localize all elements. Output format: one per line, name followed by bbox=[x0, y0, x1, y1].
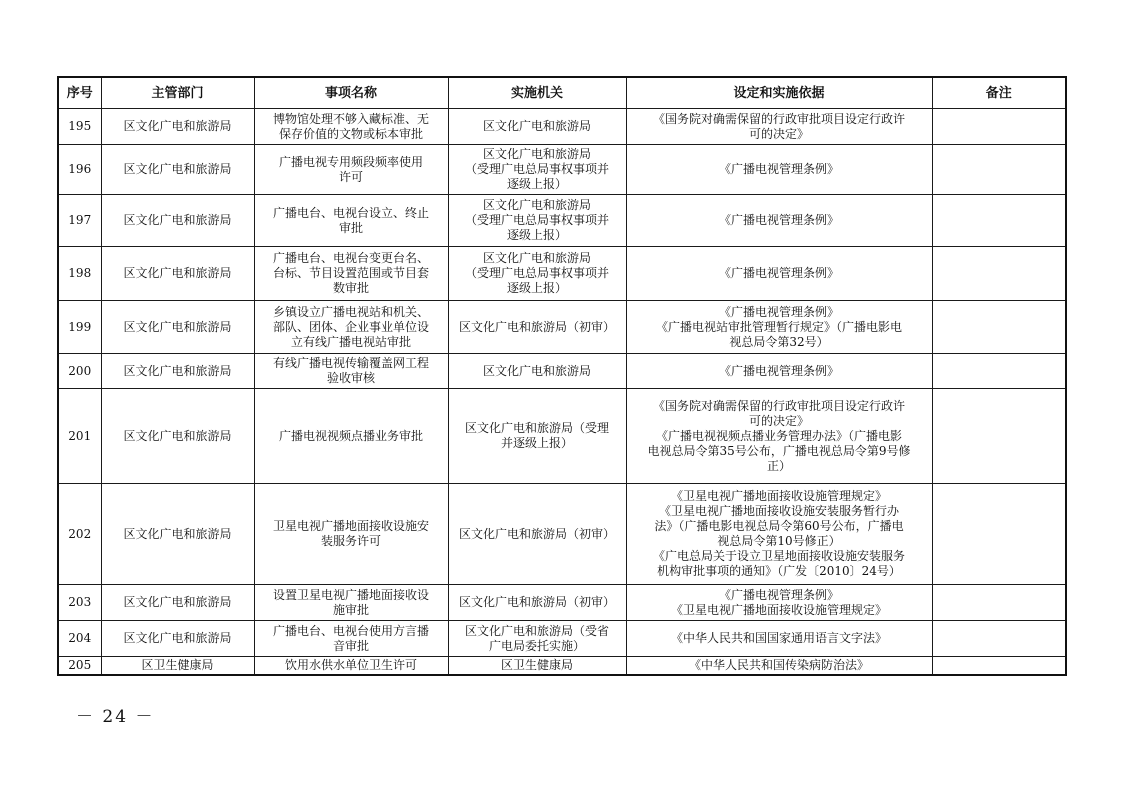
basis-cell bbox=[626, 301, 932, 354]
item-name-cell-text: 有线广播电视传输覆盖网工程 验收审核 bbox=[272, 356, 429, 385]
basis-cell-text: 《广播电视管理条例》 《卫星电视广播地面接收设施管理规定》 bbox=[670, 587, 887, 617]
serial-number-cell-text: 201 bbox=[68, 428, 92, 443]
remarks-cell bbox=[932, 354, 1066, 389]
item-name-cell bbox=[254, 621, 448, 657]
basis-cell bbox=[626, 109, 932, 145]
item-name-cell-text: 饮用水供水单位卫生许可 bbox=[284, 657, 417, 672]
serial-number-cell-text: 197 bbox=[68, 213, 92, 227]
serial-number-cell bbox=[58, 621, 101, 657]
agency-cell bbox=[448, 585, 626, 621]
basis-cell bbox=[626, 247, 932, 301]
basis-cell-text: 《国务院对确需保留的行政审批项目设定行政许 可的决定》 bbox=[652, 111, 905, 141]
item-name-cell bbox=[254, 109, 448, 145]
basis-cell-text: 《广播电视管理条例》 bbox=[718, 213, 839, 227]
serial-number-cell bbox=[58, 585, 101, 621]
serial-number-cell bbox=[58, 247, 101, 301]
serial-number-cell-text: 199 bbox=[68, 319, 92, 334]
department-cell bbox=[101, 247, 254, 301]
basis-cell bbox=[626, 585, 932, 621]
serial-number-cell-text: 205 bbox=[68, 657, 92, 672]
department-cell bbox=[101, 354, 254, 389]
agency-cell-text: 区文化广电和旅游局 （受理广电总局事权事项并 逐级上报） bbox=[464, 251, 609, 295]
serial-number-cell bbox=[58, 657, 101, 675]
department-cell-text: 区文化广电和旅游局 bbox=[123, 213, 232, 227]
header-remarks: 备注 bbox=[932, 77, 1066, 109]
agency-cell bbox=[448, 621, 626, 657]
serial-number-cell bbox=[58, 109, 101, 145]
item-name-cell bbox=[254, 195, 448, 247]
remarks-cell bbox=[932, 145, 1066, 195]
basis-cell-text: 《卫星电视广播地面接收设施管理规定》 《卫星电视广播地面接收设施安装服务暂行办 法》（广播电影电视总局令第60号公布，广播电 视总局令第10号修正） 《广电总局关于设立卫星地面接收设施安装服务 机构审批事项的通知》（广发〔2010〕24号） bbox=[652, 489, 905, 578]
header-department: 主管部门 bbox=[101, 77, 254, 109]
agency-cell bbox=[448, 484, 626, 585]
agency-cell-text: 区文化广电和旅游局（初审） bbox=[458, 595, 615, 609]
basis-cell-text: 《广播电视管理条例》 《广播电视站审批管理暂行规定》（广播电影电 视总局令第32号） bbox=[655, 304, 902, 349]
item-name-cell-text: 博物馆处理不够入藏标准、无 保存价值的文物或标本审批 bbox=[272, 111, 429, 141]
table-row bbox=[58, 484, 1066, 585]
agency-cell-text: 区文化广电和旅游局 （受理广电总局事权事项并 逐级上报） bbox=[464, 198, 609, 242]
table-row bbox=[58, 389, 1066, 484]
serial-number-cell-text: 195 bbox=[68, 119, 92, 133]
item-name-cell bbox=[254, 145, 448, 195]
item-name-cell bbox=[254, 354, 448, 389]
item-name-cell bbox=[254, 585, 448, 621]
basis-cell-text: 《广播电视管理条例》 bbox=[718, 363, 839, 378]
department-cell-text: 区文化广电和旅游局 bbox=[123, 631, 232, 645]
item-name-cell-text: 广播电台、电视台变更台名、 台标、节目设置范围或节目套 数审批 bbox=[272, 251, 429, 295]
item-name-cell-text: 广播电台、电视台设立、终止 审批 bbox=[272, 205, 429, 235]
serial-number-cell-text: 204 bbox=[68, 631, 92, 645]
serial-number-cell bbox=[58, 145, 101, 195]
serial-number-cell-text: 200 bbox=[68, 363, 92, 378]
department-cell bbox=[101, 389, 254, 484]
remarks-cell bbox=[932, 247, 1066, 301]
item-name-cell-text: 卫星电视广播地面接收设施安 装服务许可 bbox=[272, 519, 429, 548]
agency-cell bbox=[448, 389, 626, 484]
remarks-cell bbox=[932, 301, 1066, 354]
agency-cell bbox=[448, 657, 626, 675]
agency-cell-text: 区文化广电和旅游局 bbox=[482, 119, 591, 133]
basis-cell-text: 《中华人民共和国国家通用语言文字法》 bbox=[670, 631, 887, 645]
table-row bbox=[58, 657, 1066, 675]
department-cell-text: 区文化广电和旅游局 bbox=[123, 526, 232, 541]
department-cell bbox=[101, 195, 254, 247]
item-name-cell bbox=[254, 657, 448, 675]
item-name-cell-text: 广播电台、电视台使用方言播 音审批 bbox=[272, 623, 429, 653]
agency-cell-text: 区文化广电和旅游局（初审） bbox=[458, 526, 615, 541]
department-cell bbox=[101, 657, 254, 675]
basis-cell bbox=[626, 354, 932, 389]
department-cell bbox=[101, 109, 254, 145]
serial-number-cell-text: 203 bbox=[68, 595, 92, 609]
agency-cell-text: 区文化广电和旅游局 bbox=[482, 363, 591, 378]
header-item-name: 事项名称 bbox=[254, 77, 448, 109]
page-number: － 24 － bbox=[76, 707, 155, 727]
department-cell bbox=[101, 585, 254, 621]
department-cell bbox=[101, 145, 254, 195]
agency-cell bbox=[448, 109, 626, 145]
item-name-cell-text: 设置卫星电视广播地面接收设 施审批 bbox=[272, 587, 429, 617]
item-name-cell bbox=[254, 484, 448, 585]
department-cell-text: 区文化广电和旅游局 bbox=[123, 319, 232, 334]
department-cell-text: 区文化广电和旅游局 bbox=[123, 363, 232, 378]
table-header-row bbox=[58, 77, 1066, 109]
agency-cell-text: 区文化广电和旅游局（初审） bbox=[458, 319, 615, 334]
basis-cell bbox=[626, 621, 932, 657]
table-row bbox=[58, 145, 1066, 195]
department-cell bbox=[101, 301, 254, 354]
basis-cell-text: 《国务院对确需保留的行政审批项目设定行政许 可的决定》 《广播电视视频点播业务管理办法》（广播电影 电视总局令第35号公布，广播电视总局令第9号修 正） bbox=[647, 398, 911, 473]
serial-number-cell bbox=[58, 389, 101, 484]
approval-items-table bbox=[57, 76, 1067, 676]
basis-cell bbox=[626, 389, 932, 484]
agency-cell bbox=[448, 354, 626, 389]
department-cell-text: 区文化广电和旅游局 bbox=[123, 162, 232, 176]
basis-cell bbox=[626, 145, 932, 195]
table-row bbox=[58, 301, 1066, 354]
table-body bbox=[58, 109, 1066, 675]
item-name-cell bbox=[254, 389, 448, 484]
item-name-cell-text: 广播电视视频点播业务审批 bbox=[278, 428, 423, 443]
department-cell bbox=[101, 621, 254, 657]
basis-cell-text: 《广播电视管理条例》 bbox=[718, 266, 839, 280]
serial-number-cell bbox=[58, 354, 101, 389]
department-cell-text: 区文化广电和旅游局 bbox=[123, 266, 232, 280]
remarks-cell bbox=[932, 657, 1066, 675]
serial-number-cell-text: 202 bbox=[68, 526, 92, 541]
table-row bbox=[58, 585, 1066, 621]
department-cell-text: 区卫生健康局 bbox=[141, 657, 214, 672]
table-row bbox=[58, 109, 1066, 145]
department-cell-text: 区文化广电和旅游局 bbox=[123, 595, 232, 609]
remarks-cell bbox=[932, 389, 1066, 484]
table-row bbox=[58, 621, 1066, 657]
table-row bbox=[58, 247, 1066, 301]
table-row bbox=[58, 354, 1066, 389]
serial-number-cell-text: 196 bbox=[68, 162, 92, 176]
remarks-cell bbox=[932, 621, 1066, 657]
remarks-cell bbox=[932, 195, 1066, 247]
remarks-cell bbox=[932, 109, 1066, 145]
agency-cell-text: 区文化广电和旅游局 （受理广电总局事权事项并 逐级上报） bbox=[464, 147, 609, 191]
item-name-cell-text: 乡镇设立广播电视站和机关、 部队、团体、企业事业单位设 立有线广播电视站审批 bbox=[272, 304, 429, 349]
item-name-cell-text: 广播电视专用频段频率使用 许可 bbox=[278, 154, 423, 184]
department-cell-text: 区文化广电和旅游局 bbox=[123, 119, 232, 133]
agency-cell bbox=[448, 145, 626, 195]
basis-cell bbox=[626, 484, 932, 585]
item-name-cell bbox=[254, 247, 448, 301]
header-legal-basis: 设定和实施依据 bbox=[626, 77, 932, 109]
basis-cell bbox=[626, 195, 932, 247]
item-name-cell bbox=[254, 301, 448, 354]
agency-cell-text: 区卫生健康局 bbox=[500, 657, 573, 672]
serial-number-cell bbox=[58, 301, 101, 354]
serial-number-cell bbox=[58, 484, 101, 585]
basis-cell bbox=[626, 657, 932, 675]
table-row bbox=[58, 195, 1066, 247]
serial-number-cell bbox=[58, 195, 101, 247]
agency-cell-text: 区文化广电和旅游局（受省 广电局委托实施） bbox=[464, 623, 609, 653]
department-cell bbox=[101, 484, 254, 585]
agency-cell bbox=[448, 301, 626, 354]
basis-cell-text: 《广播电视管理条例》 bbox=[718, 162, 839, 176]
header-implementing-agency: 实施机关 bbox=[448, 77, 626, 109]
agency-cell bbox=[448, 247, 626, 301]
department-cell-text: 区文化广电和旅游局 bbox=[123, 428, 232, 443]
remarks-cell bbox=[932, 585, 1066, 621]
basis-cell-text: 《中华人民共和国传染病防治法》 bbox=[688, 657, 869, 672]
remarks-cell bbox=[932, 484, 1066, 585]
header-serial-number: 序号 bbox=[58, 77, 101, 109]
serial-number-cell-text: 198 bbox=[68, 266, 92, 280]
agency-cell bbox=[448, 195, 626, 247]
agency-cell-text: 区文化广电和旅游局（受理 并逐级上报） bbox=[464, 421, 609, 450]
